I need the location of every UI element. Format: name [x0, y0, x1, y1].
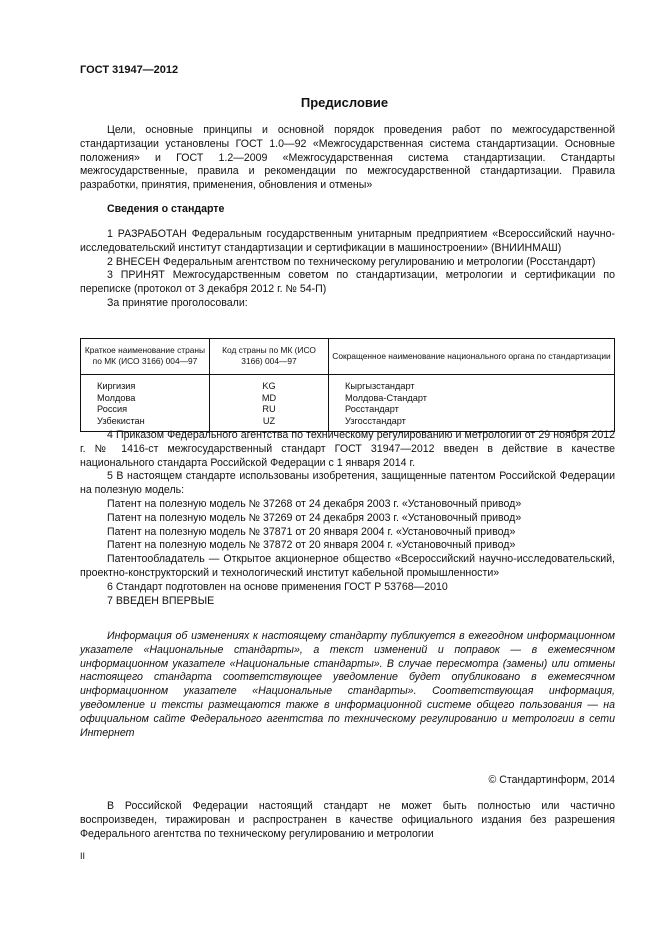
changes-notice: Информация об изменениях к настоящему стандарту публикуется в ежегодном информационном указателе «Национальные стандарты», а текст изменений и поправок — в ежемесячном информационном указателе «Национальные стандарты». В случае пересмотра (замены) или отмены настоящего стандарта соответствующее уведомление будет опубликовано в ежемесячном информационном указателе «Национальные стандарты». Соответствующая информация, уведомление и тексты размещаются также в информационной системе общего пользования — на официальном сайте Федерального агентства по техническому регулированию и метрологии в сети Интернет — [80, 630, 615, 739]
country-name: Киргизия — [81, 375, 210, 393]
table-row — [81, 375, 615, 393]
standards-body: Узгосстандарт — [329, 416, 615, 432]
patent-2: Патент на полезную модель № 37269 от 24 декабря 2003 г. «Установочный привод» — [107, 511, 522, 524]
standards-body: Росстандарт — [329, 404, 615, 416]
standard-info-continued — [80, 429, 615, 608]
item-6: 6 Стандарт подготовлен на основе применения ГОСТ Р 53768—2010 — [107, 580, 448, 593]
item-2: 2 ВНЕСЕН Федеральным агентством по техническому регулированию и метрологии (Росстандарт) — [107, 255, 596, 268]
item-4: 4 Приказом Федерального агентства по техническому регулированию и метрологии от 29 ноября 2012 г. № 1416-ст межгосударственный стандарт ГОСТ 31947—2012 введен в действие в качестве национального стандарта Российской Федерации с 1 января 2014 г. — [80, 429, 615, 469]
table-header-country: Краткое наименование страны по МК (ИСО 3166) 004—97 — [81, 339, 210, 375]
country-code: RU — [210, 404, 329, 416]
patent-holder: Патентообладатель — Открытое акционерное общество «Всероссийский научно-исследовательский, проектно-конструкторский и технологический институт кабельной промышленности» — [80, 553, 615, 579]
intro-paragraph: Цели, основные принципы и основной порядок проведения работ по межгосударственной стандартизации установлены ГОСТ 1.0—92 «Межгосударственная система стандартизации. Основные положения» и ГОСТ 1.2—2009 «Межгосударственная система стандартизации. Стандарты межгосударственные, правила и рекомендации по межгосударственной стандартизации. Правила разработки, принятия, применения, обновления и отмены» — [80, 124, 615, 192]
standards-body: Молдова-Стандарт — [329, 393, 615, 405]
patent-1: Патент на полезную модель № 37268 от 24 декабря 2003 г. «Установочный привод» — [107, 497, 522, 510]
rights-notice: В Российской Федерации настоящий стандарт не может быть полностью или частично воспроизведен, тиражирован и распространен в качестве официального издания без разрешения Федерального агентства по техническому регулированию и метрологии — [80, 800, 615, 840]
page-title: Предисловие — [300, 95, 389, 110]
country-code: KG — [210, 375, 329, 393]
standard-info — [80, 228, 615, 311]
table-header-body: Сокращенное наименование национального органа по стандартизации — [329, 339, 615, 375]
countries-table — [80, 338, 615, 432]
table-row — [81, 393, 615, 405]
item-1: 1 РАЗРАБОТАН Федеральным государственным унитарным предприятием «Всероссийский научно-исследовательский институт стандартизации и сертификации в машиностроении» (ВНИИНМАШ) — [80, 228, 615, 254]
table-row — [81, 404, 615, 416]
country-name: Россия — [81, 404, 210, 416]
table-header-code: Код страны по МК (ИСО 3166) 004—97 — [210, 339, 329, 375]
country-code: UZ — [210, 416, 329, 432]
patent-4: Патент на полезную модель № 37872 от 20 января 2004 г. «Установочный привод» — [107, 539, 516, 552]
document-id: ГОСТ 31947—2012 — [80, 64, 179, 76]
voted-label: За принятие проголосовали: — [107, 296, 248, 309]
country-name: Молдова — [81, 393, 210, 405]
item-5: 5 В настоящем стандарте использованы изобретения, защищенные патентом Российской Федерации на полезную модель: — [80, 470, 615, 497]
patent-3: Патент на полезную модель № 37871 от 20 января 2004 г. «Установочный привод» — [107, 525, 516, 538]
country-code: MD — [210, 393, 329, 405]
section-heading: Сведения о стандарте — [107, 203, 225, 215]
standards-body: Кыргызстандарт — [329, 375, 615, 393]
copyright: © Стандартинформ, 2014 — [488, 774, 615, 786]
item-3: 3 ПРИНЯТ Межгосударственным советом по стандартизации, метрологии и сертификации по переписке (протокол от 3 декабря 2012 г. № 54-П) — [80, 269, 615, 296]
country-name: Узбекистан — [81, 416, 210, 432]
page-number: II — [80, 851, 86, 861]
item-7: 7 ВВЕДЕН ВПЕРВЫЕ — [107, 594, 215, 607]
